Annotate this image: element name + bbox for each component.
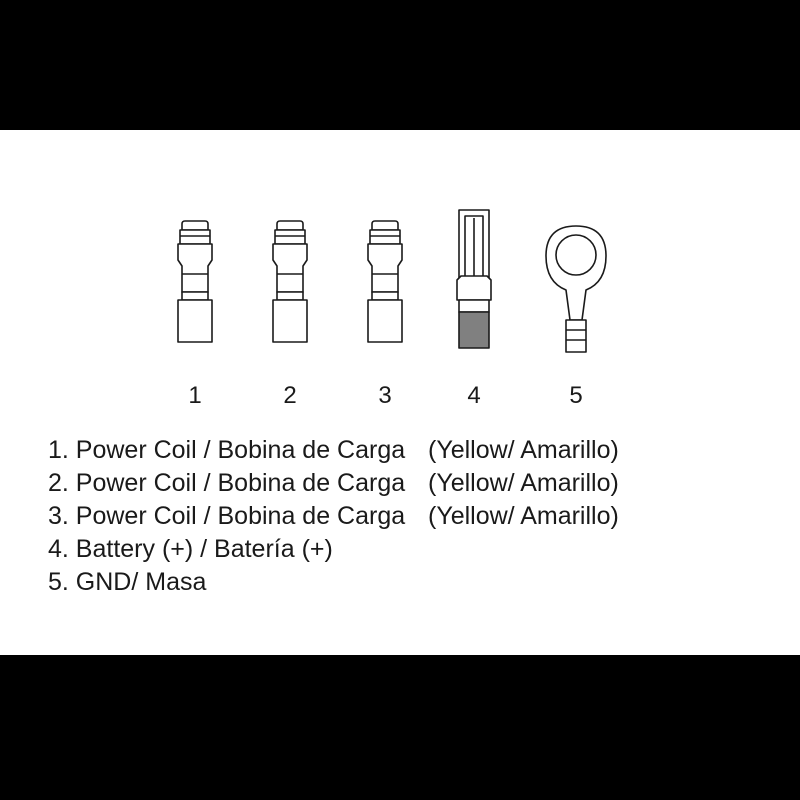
legend-item-3-note: (Yellow/ Amarillo) [428, 502, 619, 530]
diagram-canvas [0, 130, 800, 655]
legend-item-2 [48, 468, 768, 499]
legend-item-5-text: 5. GND/ Masa [48, 568, 207, 596]
connector-label-1: 1 [188, 382, 202, 409]
connector-1-shape [178, 221, 212, 342]
connector-5-shape [546, 226, 606, 352]
legend-item-1 [48, 435, 768, 466]
legend-list [48, 435, 768, 600]
connector-2-shape [273, 221, 307, 342]
legend-item-3 [48, 501, 768, 532]
connector-label-3: 3 [378, 382, 392, 409]
legend-item-2-text: 2. Power Coil / Bobina de Carga [48, 469, 406, 497]
letterbox-top [0, 0, 800, 130]
legend-item-1-note: (Yellow/ Amarillo) [428, 436, 619, 464]
connector-label-5: 5 [569, 382, 583, 409]
letterbox-bottom [0, 655, 800, 800]
legend-item-5 [48, 567, 768, 598]
legend-item-3-text: 3. Power Coil / Bobina de Carga [48, 502, 406, 530]
connector-label-4: 4 [467, 382, 481, 409]
legend-item-1-text: 1. Power Coil / Bobina de Carga [48, 436, 406, 464]
connector-label-2: 2 [283, 382, 297, 409]
connector-number-labels [0, 382, 800, 422]
legend-item-4-text: 4. Battery (+) / Batería (+) [48, 535, 333, 563]
connector-4-shape [457, 210, 491, 348]
connector-3-shape [368, 221, 402, 342]
legend-item-2-note: (Yellow/ Amarillo) [428, 469, 619, 497]
legend-item-4 [48, 534, 768, 565]
